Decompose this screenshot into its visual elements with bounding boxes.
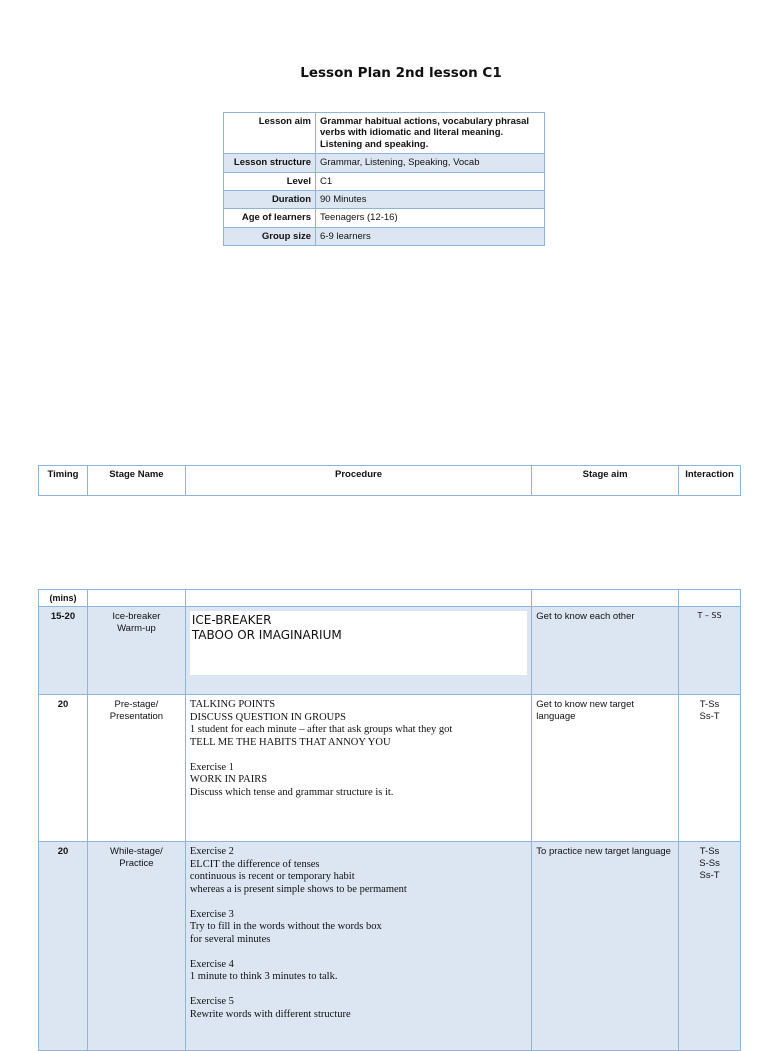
info-value: Grammar, Listening, Speaking, Vocab [316,154,545,172]
stage-interaction: T-Ss S-Ss Ss-T [679,842,741,1051]
procedure-text-box: ICE-BREAKER TABOO OR IMAGINARIUM [190,611,527,675]
column-header-interaction: Interaction [678,466,740,496]
column-header-stage-aim: Stage aim [532,466,679,496]
stage-interaction: T – SS [679,607,741,695]
column-header-stage-name: Stage Name [87,466,185,496]
info-key: Age of learners [224,209,316,227]
info-key: Lesson aim [224,113,316,154]
stage-timing: 20 [39,695,88,842]
empty-cell [532,590,679,607]
info-value: Teenagers (12-16) [316,209,545,227]
stage-aim: To practice new target language [532,842,679,1051]
info-key: Lesson structure [224,154,316,172]
column-header-procedure: Procedure [185,466,531,496]
stage-interaction: T-Ss Ss-T [679,695,741,842]
info-row-age-of-learners [224,209,545,227]
lesson-info-table [223,112,545,246]
lesson-table-header [38,465,741,496]
procedure-cell [185,607,531,695]
stage-name: While-stage/ Practice [87,842,185,1051]
info-row-lesson-aim [224,113,545,154]
timing-units-label: (mins) [39,590,88,607]
stage-procedure: TALKING POINTS DISCUSS QUESTION IN GROUPS 1 student for each minute – after that ask groups what they got TELL ME THE HABITS THAT ANNOY YOU Exercise 1 WORK IN PAIRS Discuss which tense and grammar structure is it. [185,695,531,842]
stage-aim: Get to know new target language [532,695,679,842]
info-row-level [224,172,545,190]
info-value: Grammar habitual actions, vocabulary phrasal verbs with idiomatic and literal meaning. Listening and speaking. [316,113,545,154]
info-value: 90 Minutes [316,190,545,208]
stage-row-ice-breaker [39,607,741,695]
info-value: C1 [316,172,545,190]
info-key: Group size [224,227,316,245]
header-row [39,466,741,496]
units-row [39,590,741,607]
stage-row-practice [39,842,741,1051]
info-value: 6-9 learners [316,227,545,245]
stage-timing: 20 [39,842,88,1051]
info-row-group-size [224,227,545,245]
stage-procedure: Exercise 2 ELCIT the difference of tenses continuous is recent or temporary habit whereas a is present simple shows to be permament Exercise 3 Try to fill in the words without the words box for several minutes Exercise 4 1 minute to think 3 minutes to talk. Exercise 5 Rewrite words with different structure [185,842,531,1051]
page-title: Lesson Plan 2nd lesson C1 [300,65,502,81]
lesson-plan-table [38,589,741,1051]
stage-name: Ice-breaker Warm-up [87,607,185,695]
stage-name: Pre-stage/ Presentation [87,695,185,842]
info-key: Level [224,172,316,190]
empty-cell [679,590,741,607]
info-row-duration [224,190,545,208]
column-header-timing: Timing [39,466,88,496]
empty-cell [87,590,185,607]
stage-aim: Get to know each other [532,607,679,695]
info-key: Duration [224,190,316,208]
empty-cell [185,590,531,607]
stage-row-presentation [39,695,741,842]
info-row-lesson-structure [224,154,545,172]
stage-timing: 15-20 [39,607,88,695]
